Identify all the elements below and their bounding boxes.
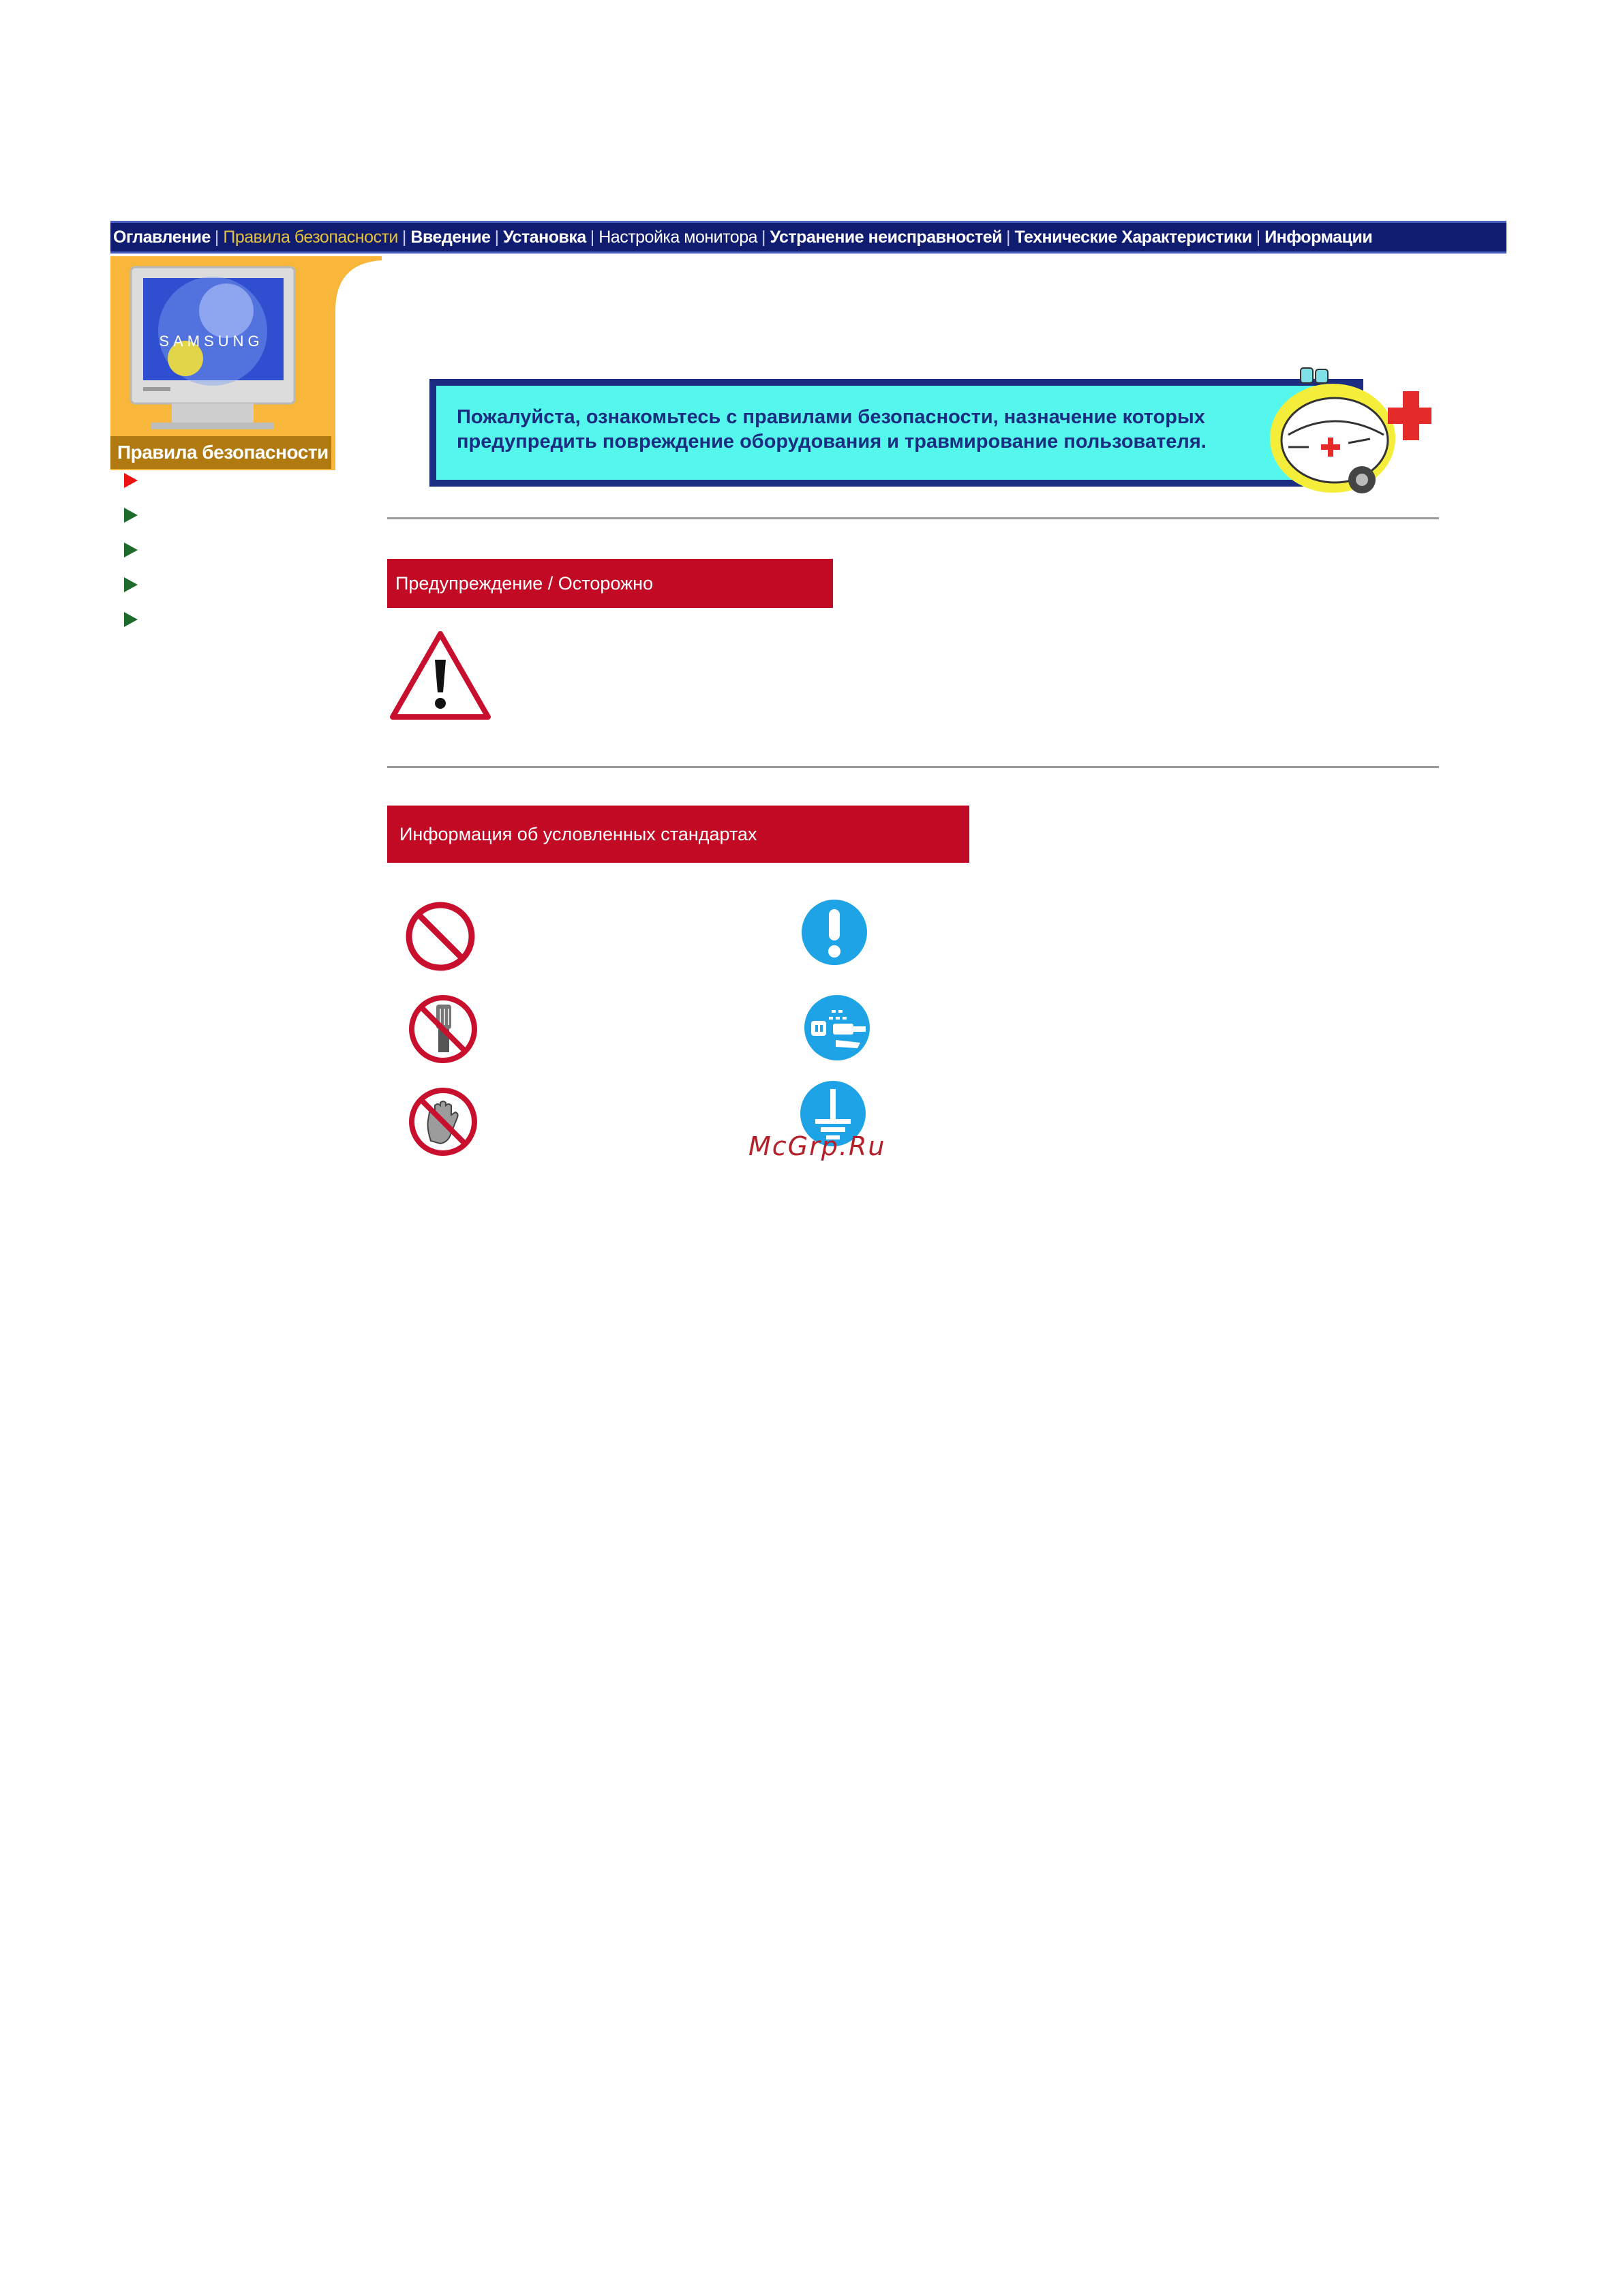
nav-item-installation[interactable]: Установка: [503, 227, 586, 247]
nav-separator: |: [214, 227, 219, 247]
nav-item-specifications[interactable]: Технические Характеристики: [1014, 227, 1252, 247]
divider: [387, 766, 1439, 768]
bullet-arrow-icon[interactable]: [124, 577, 138, 592]
nav-separator: |: [1006, 227, 1011, 247]
watermark-text: McGrp.Ru: [748, 1131, 886, 1161]
nav-separator: |: [494, 227, 500, 247]
nav-separator: |: [1256, 227, 1261, 247]
ambulance-icon: [1261, 360, 1431, 503]
do-not-disassemble-icon: [406, 992, 480, 1066]
warning-triangle-icon: [389, 630, 492, 721]
divider: [387, 517, 1439, 519]
nav-item-introduction[interactable]: Введение: [410, 227, 491, 247]
nav-separator: |: [590, 227, 595, 247]
prohibited-icon: [404, 900, 477, 973]
top-navigation-bar: [110, 221, 1506, 254]
bullet-arrow-icon[interactable]: [124, 542, 138, 557]
nav-item-contents[interactable]: Оглавление: [113, 227, 211, 247]
bullet-arrow-icon[interactable]: [124, 508, 138, 523]
banner-line: предупредить повреждение оборудования и травмирование пользователя.: [457, 431, 1207, 453]
brand-logo: SAMSUNG: [159, 333, 264, 350]
important-icon: [799, 897, 870, 968]
do-not-touch-icon: [406, 1085, 480, 1159]
warning-section-header: Предупреждение / Осторожно: [387, 559, 833, 608]
nav-separator: |: [761, 227, 766, 247]
bullet-arrow-icon[interactable]: [124, 473, 138, 488]
nav-item-safety[interactable]: Правила безопасности: [223, 227, 398, 247]
info-section-header: Информация об условленных стандартах: [387, 806, 969, 863]
nav-separator: |: [401, 227, 407, 247]
nav-item-monitor-setup[interactable]: Настройка монитора: [598, 227, 758, 247]
section-caption: Правила безопасности: [110, 436, 331, 469]
banner-line: Пожалуйста, ознакомьтесь с правилами безопасности, назначение которых: [457, 406, 1205, 428]
nav-item-troubleshooting[interactable]: Устранение неисправностей: [770, 227, 1003, 247]
bullet-arrow-icon[interactable]: [124, 612, 138, 627]
safety-banner-text: [457, 405, 1302, 454]
nav-item-information[interactable]: Информации: [1264, 227, 1373, 247]
unplug-icon: [802, 992, 873, 1063]
